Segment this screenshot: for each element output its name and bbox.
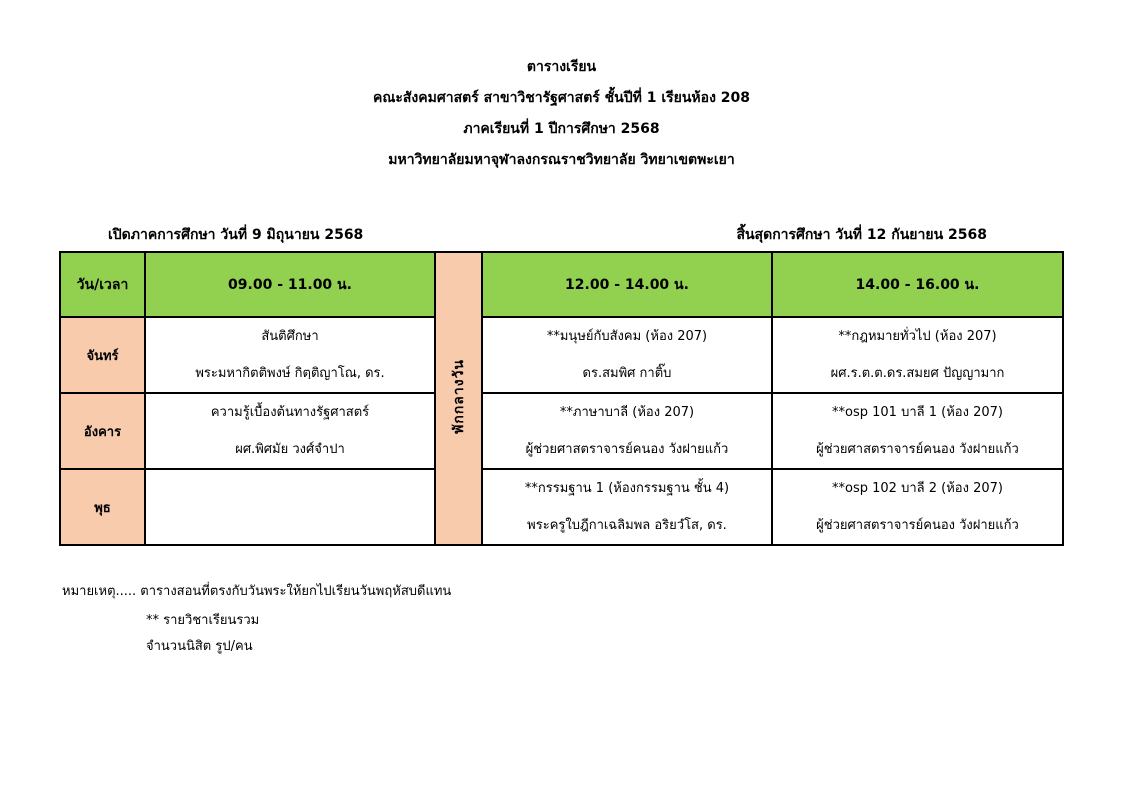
note-combined-course: ** รายวิชาเรียนรวม: [146, 613, 260, 628]
teacher-name: ดร.สมพิศ กาติ๊บ: [582, 366, 672, 381]
day-monday: จันทร์: [60, 317, 145, 393]
teacher-name: ผศ.พิศมัย วงศ์จำปา: [235, 442, 345, 457]
header-slot-morning: 09.00 - 11.00 น.: [145, 252, 435, 317]
teacher-name: ผู้ช่วยศาสตราจารย์คนอง วังฝายแก้ว: [816, 518, 1019, 533]
document-header: [0, 56, 1123, 180]
semester-close-date: สิ้นสุดการศึกษา วันที่ 12 กันยายน 2568: [736, 227, 987, 243]
table-row: [60, 469, 1063, 545]
teacher-name: ผศ.ร.ต.ต.ดร.สมยศ ปัญญามาก: [830, 366, 1005, 381]
table-row: [60, 317, 1063, 393]
day-wednesday: พุธ: [60, 469, 145, 545]
schedule-cell: [772, 469, 1063, 545]
subject-name: **กฎหมายทั่วไป (ห้อง 207): [838, 329, 997, 344]
schedule-cell: [482, 469, 772, 545]
table-row: [60, 393, 1063, 469]
subject-name: **osp 102 บาลี 2 (ห้อง 207): [832, 481, 1003, 496]
schedule-cell: [145, 317, 435, 393]
schedule-cell: [772, 393, 1063, 469]
header-day-time: วัน/เวลา: [60, 252, 145, 317]
teacher-name: พระมหากิตติพงษ์ กิตฺติญาโณ, ดร.: [195, 366, 385, 381]
schedule-cell: [145, 393, 435, 469]
subject-name: สันติศึกษา: [261, 329, 319, 344]
schedule-cell: [145, 469, 435, 545]
faculty-line: คณะสังคมศาสตร์ สาขาวิชารัฐศาสตร์ ชั้นปีที่ 1 เรียนห้อง 208: [372, 90, 751, 106]
teacher-name: พระครูใบฎีกาเฉลิมพล อริยวํโส, ดร.: [527, 518, 727, 533]
teacher-name: ผู้ช่วยศาสตราจารย์คนอง วังฝายแก้ว: [525, 442, 729, 457]
note-student-count: จำนวนนิสิต รูป/คน: [146, 639, 253, 654]
semester-open-date: เปิดภาคการศึกษา วันที่ 9 มิถุนายน 2568: [108, 227, 364, 243]
lunch-break-label: พักกลางวัน: [450, 359, 467, 434]
teacher-name: ผู้ช่วยศาสตราจารย์คนอง วังฝายแก้ว: [816, 442, 1019, 457]
day-tuesday: อังคาร: [60, 393, 145, 469]
teacher-name: [146, 507, 434, 544]
schedule-cell: [772, 317, 1063, 393]
lunch-break-column: [435, 252, 482, 545]
header-slot-noon: 12.00 - 14.00 น.: [482, 252, 772, 317]
header-slot-afternoon: 14.00 - 16.00 น.: [772, 252, 1063, 317]
schedule-cell: [482, 317, 772, 393]
subject-name: **กรรมฐาน 1 (ห้องกรรมฐาน ชั้น 4): [524, 481, 730, 496]
semester-line: ภาคเรียนที่ 1 ปีการศึกษา 2568: [463, 121, 660, 137]
university-line: มหาวิทยาลัยมหาจุฬาลงกรณราชวิทยาลัย วิทยาเขตพะเยา: [388, 152, 735, 168]
notes-section: [62, 580, 451, 661]
subject-name: **osp 101 บาลี 1 (ห้อง 207): [832, 405, 1003, 420]
subject-name: **ภาษาบาลี (ห้อง 207): [559, 405, 695, 420]
subject-name: [146, 470, 434, 507]
document-title: ตารางเรียน: [526, 59, 597, 75]
subject-name: **มนุษย์กับสังคม (ห้อง 207): [546, 329, 708, 344]
table-header-row: [60, 252, 1063, 317]
schedule-cell: [482, 393, 772, 469]
subject-name: ความรู้เบื้องต้นทางรัฐศาสตร์: [210, 405, 370, 420]
schedule-table: [59, 251, 1064, 546]
note-remark: หมายเหตุ..... ตารางสอนที่ตรงกับวันพระให้ยกไปเรียนวันพฤหัสบดีแทน: [62, 584, 452, 599]
